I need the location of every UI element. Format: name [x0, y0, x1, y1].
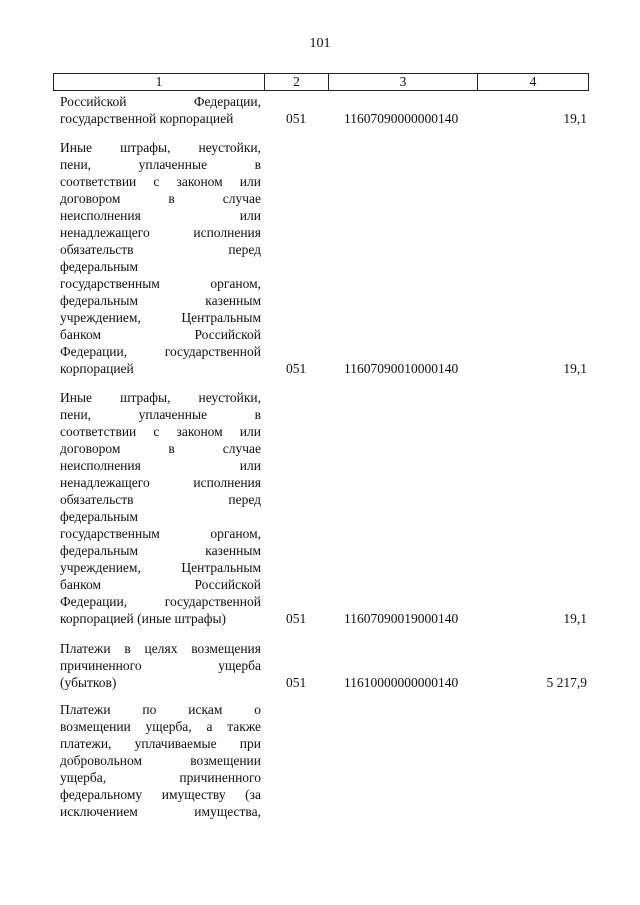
description-line: Платежи в целях возмещения	[60, 641, 261, 656]
description-line: обязательств перед	[60, 492, 261, 507]
row-description	[60, 93, 261, 127]
description-line: платежи, уплачиваемые при	[60, 736, 261, 751]
description-line: Федерации, государственной	[60, 594, 261, 609]
page-number: 101	[309, 36, 331, 51]
column-header-2: 2	[265, 74, 329, 91]
description-line: (убытков)	[60, 675, 117, 690]
chapter-code: 051	[286, 361, 307, 376]
row-description	[60, 139, 261, 377]
description-line: Иные штрафы, неустойки,	[60, 140, 261, 155]
table-row	[60, 93, 587, 127]
description-line: федеральным казенным	[60, 543, 261, 558]
description-line: государственным органом,	[60, 276, 261, 291]
description-line: неисполнения или	[60, 208, 261, 223]
description-line: ущерба, причиненного	[60, 770, 261, 785]
description-line: государственной корпорацией	[60, 111, 234, 126]
description-line: соответствии с законом или	[60, 174, 261, 189]
description-line: ненадлежащего исполнения	[60, 475, 261, 490]
description-line: Российской Федерации,	[60, 94, 261, 109]
description-line: федеральным	[60, 259, 139, 274]
chapter-code: 051	[286, 611, 307, 626]
amount: 19,1	[563, 611, 587, 626]
description-line: корпорацией (иные штрафы)	[60, 611, 227, 626]
description-line: причиненного ущерба	[60, 658, 261, 673]
description-line: возмещении ущерба, а также	[60, 719, 261, 734]
description-line: федеральным казенным	[60, 293, 261, 308]
chapter-code: 051	[286, 111, 307, 126]
description-line: Иные штрафы, неустойки,	[60, 390, 261, 405]
amount: 19,1	[563, 361, 587, 376]
budget-classification-code: 11610000000000140	[344, 675, 459, 690]
description-line: исключением имущества,	[60, 804, 261, 819]
description-line: корпорацией	[60, 361, 134, 376]
budget-classification-code: 11607090019000140	[344, 611, 459, 626]
description-line: соответствии с законом или	[60, 424, 261, 439]
column-header-3: 3	[329, 74, 478, 91]
description-line: добровольном возмещении	[60, 753, 261, 768]
column-header-4: 4	[478, 74, 589, 91]
row-description	[60, 640, 261, 691]
description-line: обязательств перед	[60, 242, 261, 257]
description-line: договором в случае	[60, 441, 261, 456]
description-line: Платежи по искам о	[60, 702, 261, 717]
description-line: федеральному имуществу (за	[60, 787, 261, 802]
description-line: учреждением, Центральным	[60, 310, 261, 325]
amount: 19,1	[563, 111, 587, 126]
description-line: Федерации, государственной	[60, 344, 261, 359]
budget-classification-code: 11607090010000140	[344, 361, 459, 376]
description-line: федеральным	[60, 509, 139, 524]
description-line: пени, уплаченные в	[60, 157, 261, 172]
description-line: договором в случае	[60, 191, 261, 206]
chapter-code: 051	[286, 675, 307, 690]
column-header-1: 1	[54, 74, 265, 91]
description-line: пени, уплаченные в	[60, 407, 261, 422]
amount: 5 217,9	[546, 675, 587, 690]
column-header-table	[53, 73, 589, 91]
row-description	[60, 389, 261, 627]
description-line: неисполнения или	[60, 458, 261, 473]
description-line: банком Российской	[60, 577, 261, 592]
description-line: учреждением, Центральным	[60, 560, 261, 575]
description-line: банком Российской	[60, 327, 261, 342]
description-line: государственным органом,	[60, 526, 261, 541]
budget-classification-code: 11607090000000140	[344, 111, 459, 126]
description-line: ненадлежащего исполнения	[60, 225, 261, 240]
row-description	[60, 701, 261, 820]
column-header-row	[54, 74, 589, 91]
